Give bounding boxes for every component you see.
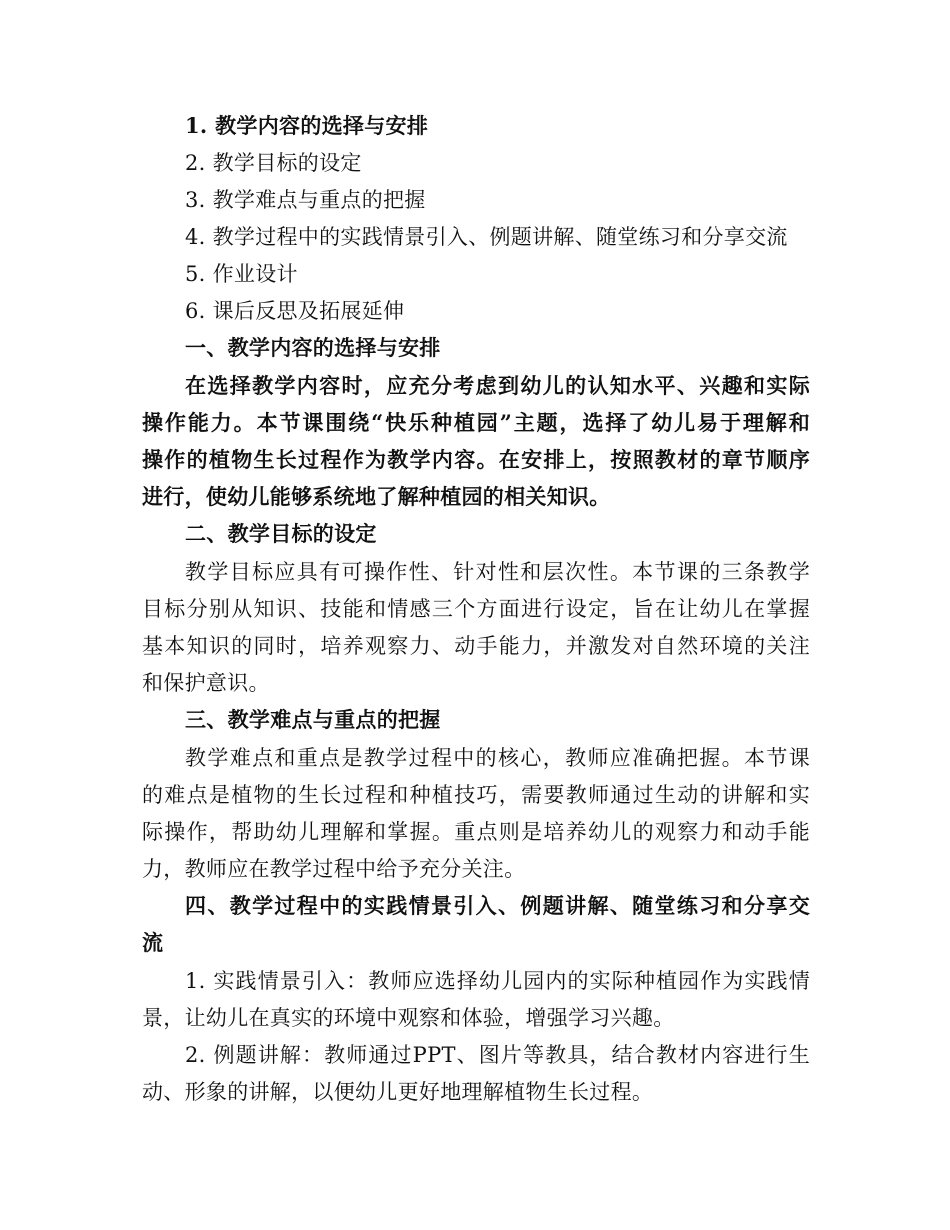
- section-3-line-4: 力，教师应在教学过程中给予充分关注。: [142, 857, 526, 881]
- section-4-item-2-line-1: 2. 例题讲解：教师通过PPT、图片等教具，结合教材内容进行生: [185, 1043, 810, 1067]
- section-2-line-4: 和保护意识。: [142, 671, 270, 695]
- section-4-item-1-line-2: 景，让幼儿在真实的环境中观察和体验，增强学习兴趣。: [142, 1006, 675, 1030]
- toc-item-5: 5. 作业设计: [185, 262, 298, 286]
- section-1-line-2: 操作能力。本节课围绕“快乐种植园”主题，选择了幼儿易于理解和: [142, 410, 810, 435]
- section-2-line-2: 目标分别从知识、技能和情感三个方面进行设定，旨在让幼儿在掌握: [142, 597, 810, 621]
- section-4-heading-line-1: 四、教学过程中的实践情景引入、例题讲解、随堂练习和分享交: [185, 893, 810, 918]
- section-4-item-2-line-2: 动、形象的讲解，以便幼儿更好地理解植物生长过程。: [142, 1080, 654, 1104]
- section-3-line-1: 教学难点和重点是教学过程中的核心，教师应准确把握。本节课: [185, 746, 810, 770]
- section-1-line-4: 进行，使幼儿能够系统地了解种植园的相关知识。: [142, 484, 611, 509]
- section-1-heading: 一、教学内容的选择与安排: [185, 335, 441, 360]
- section-3-heading: 三、教学难点与重点的把握: [185, 707, 441, 732]
- section-1-line-1: 在选择教学内容时，应充分考虑到幼儿的认知水平、兴趣和实际: [185, 373, 810, 398]
- section-2-line-3: 基本知识的同时，培养观察力、动手能力，并激发对自然环境的关注: [142, 634, 810, 658]
- section-3-line-3: 际操作，帮助幼儿理解和掌握。重点则是培养幼儿的观察力和动手能: [142, 820, 810, 844]
- section-2-line-1: 教学目标应具有可操作性、针对性和层次性。本节课的三条教学: [185, 560, 810, 584]
- toc-item-6: 6. 课后反思及拓展延伸: [185, 299, 405, 323]
- toc-item-1: 1. 教学内容的选择与安排: [185, 113, 429, 138]
- section-3-line-2: 的难点是植物的生长过程和种植技巧，需要教师通过生动的讲解和实: [142, 783, 810, 807]
- section-4-heading-line-2: 流: [142, 930, 164, 955]
- toc-item-2: 2. 教学目标的设定: [185, 151, 362, 175]
- section-4-item-1-line-1: 1. 实践情景引入：教师应选择幼儿园内的实际种植园作为实践情: [185, 969, 810, 993]
- toc-item-3: 3. 教学难点与重点的把握: [185, 188, 426, 212]
- section-2-heading: 二、教学目标的设定: [185, 521, 377, 546]
- toc-item-4: 4. 教学过程中的实践情景引入、例题讲解、随堂练习和分享交流: [185, 225, 788, 249]
- section-1-line-3: 操作的植物生长过程作为教学内容。在安排上，按照教材的章节顺序: [142, 447, 810, 472]
